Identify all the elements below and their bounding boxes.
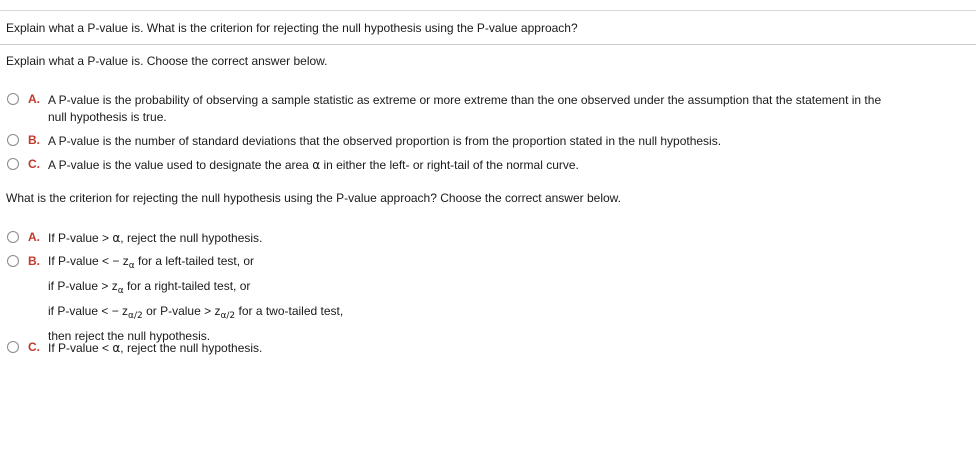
part2-option-b[interactable] <box>7 254 343 346</box>
option-text <box>48 157 579 174</box>
radio-button[interactable] <box>7 231 19 243</box>
option-line <box>48 251 343 276</box>
radio-button[interactable] <box>7 341 19 353</box>
subscript: α <box>128 261 135 271</box>
option-text <box>48 133 721 150</box>
text: for a left-tailed test, or <box>134 254 255 268</box>
option-line <box>48 301 343 326</box>
question-divider <box>0 44 976 45</box>
part1-option-b[interactable] <box>7 133 721 150</box>
part1-option-c[interactable] <box>7 157 579 174</box>
part2-option-c[interactable] <box>7 340 262 357</box>
option-text <box>48 251 343 346</box>
option-text <box>48 92 881 126</box>
text: for a two-tailed test, <box>235 304 344 318</box>
option-line: A P-value is the probability of observing a sample statistic as extreme or more extreme than the one observed under the assumption that the statement in the <box>48 93 882 107</box>
alpha-symbol: α <box>312 158 321 172</box>
part2-option-a[interactable] <box>7 230 262 247</box>
question-text: Explain what a P-value is. What is the criterion for rejecting the null hypothesis using the P-value approach? <box>6 21 578 35</box>
radio-button[interactable] <box>7 158 19 170</box>
option-letter: A. <box>28 230 40 244</box>
part2-prompt: What is the criterion for rejecting the null hypothesis using the P-value approach? Choose the correct answer below. <box>6 191 621 205</box>
text: , reject the null hypothesis. <box>120 231 263 245</box>
text: for a right-tailed test, or <box>123 279 251 293</box>
text: in either the left- or right-tail of the normal curve. <box>320 158 579 172</box>
option-letter: C. <box>28 157 40 171</box>
option-text <box>48 230 262 247</box>
alpha-symbol: α <box>112 341 121 355</box>
part1-prompt: Explain what a P-value is. Choose the correct answer below. <box>6 54 328 68</box>
option-letter: B. <box>28 254 40 268</box>
text: A P-value is the value used to designate the area <box>48 158 313 172</box>
option-line: A P-value is the number of standard deviations that the observed proportion is from the proportion stated in the null hypothesis. <box>48 134 722 148</box>
option-line: null hypothesis is true. <box>48 110 167 124</box>
alpha-symbol: α <box>112 231 121 245</box>
option-line: then reject the null hypothesis. <box>48 329 211 343</box>
option-line <box>48 230 262 247</box>
text: If P-value < − z <box>48 254 129 268</box>
option-line <box>48 276 343 301</box>
text: If P-value < <box>48 341 113 355</box>
option-letter: B. <box>28 133 40 147</box>
subscript: α <box>117 286 124 296</box>
option-line <box>48 157 579 174</box>
option-line <box>48 340 262 357</box>
top-divider <box>0 10 976 11</box>
radio-button[interactable] <box>7 93 19 105</box>
part1-option-a[interactable] <box>7 92 881 126</box>
radio-button[interactable] <box>7 134 19 146</box>
option-letter: C. <box>28 340 40 354</box>
option-letter: A. <box>28 92 40 106</box>
text: if P-value > z <box>48 279 118 293</box>
radio-button[interactable] <box>7 255 19 267</box>
text: if P-value < − z <box>48 304 129 318</box>
subscript: α/2 <box>220 311 236 321</box>
text: or P-value > z <box>142 304 221 318</box>
subscript: α/2 <box>128 311 143 321</box>
text: If P-value > <box>48 231 113 245</box>
text: , reject the null hypothesis. <box>120 341 263 355</box>
option-text <box>48 340 262 357</box>
